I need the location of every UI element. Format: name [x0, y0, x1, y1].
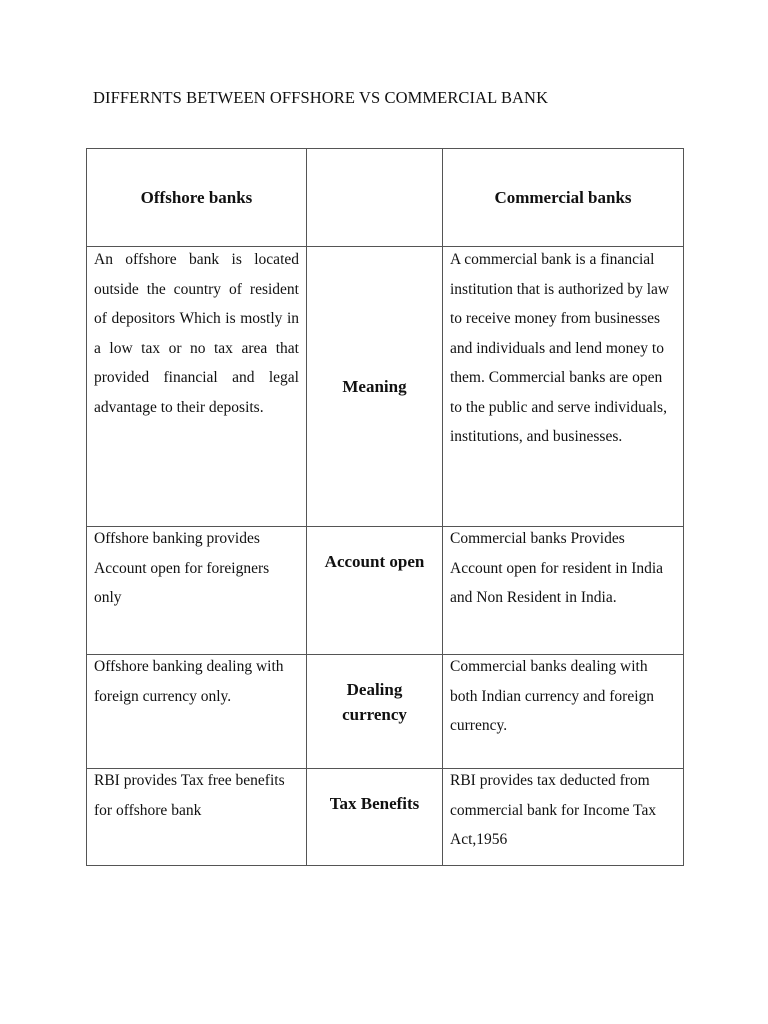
header-commercial-banks: Commercial banks: [443, 149, 684, 247]
header-offshore-banks: Offshore banks: [87, 149, 307, 247]
table-row-account-open: [87, 527, 684, 655]
row-label-tax-benefits: Tax Benefits: [307, 769, 443, 866]
table-row-dealing-currency: [87, 655, 684, 769]
account-open-offshore-text: Offshore banking provides Account open for foreigners only: [94, 530, 270, 606]
table-row-meaning: [87, 247, 684, 527]
account-open-offshore-cell: [87, 527, 307, 655]
meaning-commercial-text: A commercial bank is a financial institution that is authorized by law to receive money from businesses and individuals and lend money to them. Commercial banks are open to the public and serve individuals, institutions, and businesses.: [450, 251, 670, 445]
row-label-account-open: Account open: [307, 527, 443, 655]
row-label-dealing-currency: Dealing currency: [307, 655, 443, 769]
dealing-currency-commercial-text: Commercial banks dealing with both Indian currency and foreign currency.: [450, 658, 655, 734]
row-label-meaning: Meaning: [307, 247, 443, 527]
account-open-commercial-cell: [443, 527, 684, 655]
meaning-commercial-cell: [443, 247, 684, 527]
tax-benefits-commercial-cell: [443, 769, 684, 866]
dealing-currency-commercial-cell: [443, 655, 684, 769]
tax-benefits-offshore-text: RBI provides Tax free benefits for offshore bank: [94, 772, 285, 819]
header-row: [87, 149, 684, 247]
tax-benefits-offshore-cell: [87, 769, 307, 866]
dealing-currency-offshore-cell: [87, 655, 307, 769]
meaning-offshore-text: An offshore bank is located outside the country of resident of depositors Which is mostly in a low tax or no tax area that provided financial and legal advantage to their deposits.: [94, 251, 299, 416]
tax-benefits-commercial-text: RBI provides tax deducted from commercial bank for Income Tax Act,1956: [450, 772, 657, 848]
account-open-commercial-text: Commercial banks Provides Account open for resident in India and Non Resident in India.: [450, 530, 664, 606]
header-blank: [307, 149, 443, 247]
dealing-currency-offshore-text: Offshore banking dealing with foreign currency only.: [94, 658, 284, 705]
table-row-tax-benefits: [87, 769, 684, 866]
document-title: DIFFERNTS BETWEEN OFFSHORE VS COMMERCIAL BANK: [93, 88, 549, 107]
meaning-offshore-cell: [87, 247, 307, 527]
comparison-table: [86, 148, 684, 866]
